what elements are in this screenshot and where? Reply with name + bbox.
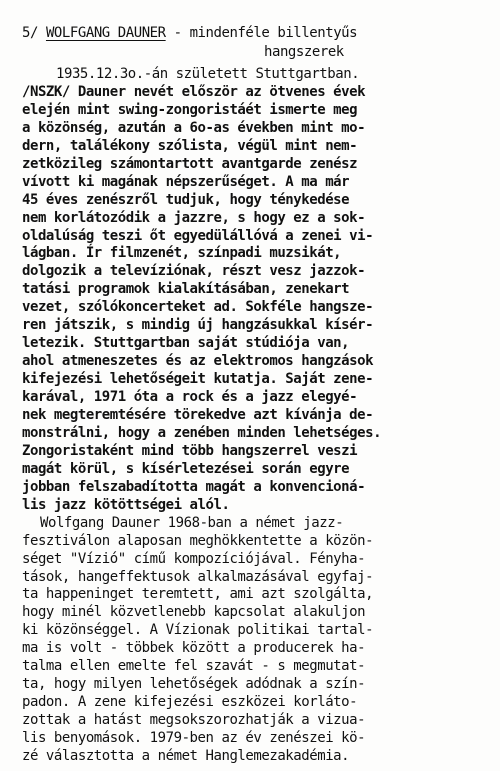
text-line: ki közönséggel. A Vízionak politikai tartal-: [22, 622, 374, 638]
text-line: Wolfgang Dauner 1968-ban a német jazz-: [40, 515, 344, 531]
text-line: tatási programok kialakításában, zenekart: [22, 281, 350, 297]
text-line: dern, találékony szólista, végül mint nem-: [22, 138, 358, 154]
text-line: nem korlátozódik a jazzre, s hogy ez a sok-: [22, 210, 366, 226]
text-line: ta, hogy milyen lehetőségek adódnak a szín-: [22, 676, 366, 692]
text-line: monstrálni, hogy a zenében minden lehetséges.: [22, 425, 382, 441]
text-line: letezik. Stuttgartban saját stúdiója van,: [22, 335, 350, 351]
text-line: jobban felszabadította magát a konvencioná-: [22, 479, 366, 495]
text-line: séget "Vízió" című kompozíciójával. Fényha-: [22, 551, 366, 567]
text-line: elején mint swing-zongoristáét ismerte meg: [22, 102, 358, 118]
text-line: ta happeninget teremtett, ami azt szolgálta,: [22, 586, 374, 602]
text-line: magát körül, s kísérletezései során egyre: [22, 461, 350, 477]
text-line: /NSZK/ Dauner nevét először az ötvenes évek: [22, 84, 366, 100]
heading-continuation: hangszerek: [264, 44, 344, 60]
text-line: vezet, szólókoncerteket ad. Sokféle hangsze-: [22, 299, 374, 315]
artist-name: WOLFGANG DAUNER: [45, 25, 166, 41]
text-line: nek megteremtésére törekedve azt kívánja de-: [22, 407, 374, 423]
text-line: lágban. Ír filmzenét, színpadi muzsikát,: [22, 245, 342, 261]
text-line: padon. A zene kifejezési eszközei korláto-: [22, 694, 358, 710]
heading-instruments: - mindenféle billentyűs: [165, 25, 358, 41]
text-line: lis jazz kötöttségei alól.: [22, 497, 230, 513]
text-line: oldalúság teszi őt egyedülállóvá a zenei vi-: [22, 228, 374, 244]
text-line: ahol atmeneszetes és az elektromos hangzások: [22, 353, 374, 369]
text-line: fesztiválon alaposan meghökkentette a közön-: [22, 533, 374, 549]
text-line: 45 éves zenészről tudjuk, hogy ténykedése: [22, 192, 350, 208]
text-line: ma is volt - többek között a producerek ha-: [22, 640, 366, 656]
text-line: zé választotta a német Hanglemezakadémia.: [22, 748, 350, 764]
text-line: zottak a hatást megsokszorozhatják a vizua-: [22, 712, 366, 728]
text-line: 1935.12.3o.-án született Stuttgartban.: [56, 66, 360, 82]
text-line: lis benyomások. 1979-ben az év zenészei kö-: [22, 730, 366, 746]
text-line: kifejezési lehetőségeit kutatja. Saját zene-: [22, 371, 374, 387]
text-line: tások, hangeffektusok alkalmazásával egyfaj-: [22, 569, 374, 585]
text-line: zetközileg számontartott avantgarde zenész: [22, 156, 358, 172]
text-line: hogy minél közvetlenebb kapcsolat alakuljon: [22, 604, 366, 620]
text-line: ren játszik, s mindig új hangzásukkal kísér-: [22, 317, 374, 333]
text-line: Zongoristaként mind több hangszerrel veszi: [22, 443, 358, 459]
entry-number: 5/: [22, 25, 38, 41]
text-line: a közönség, azután a 6o-as években mint mo-: [22, 120, 366, 136]
text-line: karával, 1971 óta a rock és a jazz elegyé-: [22, 389, 358, 405]
text-line: talma ellen emelte fel szavát - s megmutat-: [22, 658, 366, 674]
text-line: vívott ki magának népszerűséget. A ma már: [22, 174, 350, 190]
text-line: dolgozik a televíziónak, részt vesz jazzok-: [22, 263, 366, 279]
heading-line: [22, 23, 357, 43]
